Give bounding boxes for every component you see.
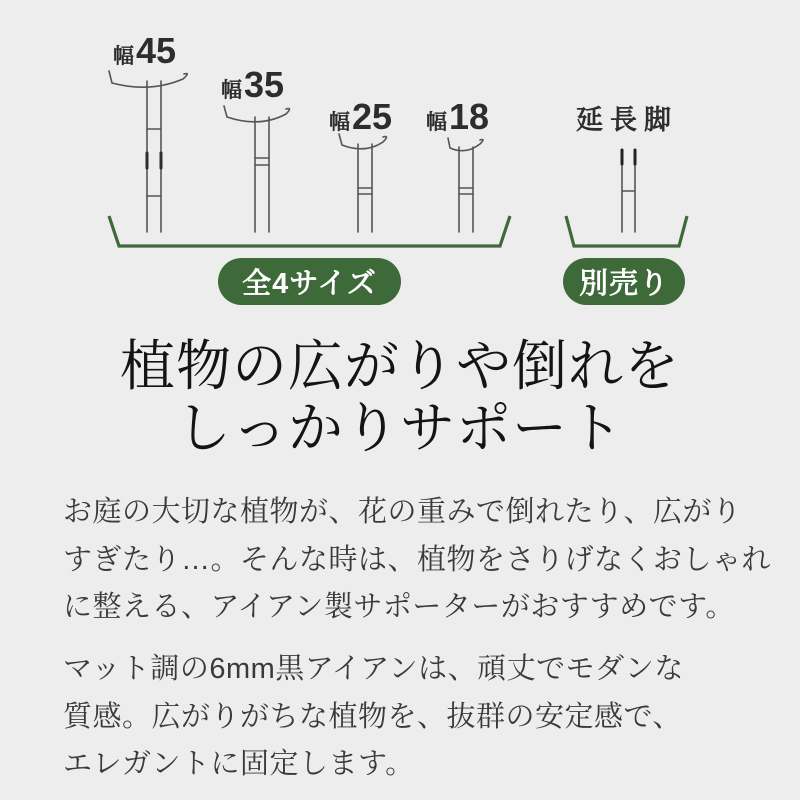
size-label-18 — [426, 96, 489, 138]
width-value: 25 — [352, 96, 393, 137]
intro-paragraph — [63, 489, 772, 632]
page-title — [0, 336, 800, 460]
support-25-icon — [339, 134, 387, 232]
size-label-45 — [113, 30, 176, 72]
material-line: 質感。広がりがちな植物を、抜群の安定感で、 — [63, 700, 682, 733]
support-18-icon — [448, 138, 483, 232]
all-sizes-badge: 全4サイズ — [218, 258, 401, 305]
width-value: 18 — [449, 96, 490, 137]
intro-line: すぎたり…。そんな時は、植物をさりげなくおしゃれ — [63, 543, 772, 576]
material-line: マット調の6mm黒アイアンは、頑丈でモダンな — [63, 653, 684, 685]
intro-line: お庭の大切な植物が、花の重みで倒れたり、広がり — [63, 496, 742, 528]
page-title-line-1: 植物の広がりや倒れを — [119, 336, 680, 397]
support-35-icon — [224, 106, 290, 232]
page-title-line-2: しっかりサポート — [175, 398, 624, 459]
width-value: 35 — [244, 64, 285, 105]
size-lineup-illustration — [0, 0, 800, 320]
sold-separately-badge: 別売り — [563, 258, 685, 305]
material-line: エレガントに固定します。 — [63, 748, 415, 780]
size-label-25 — [329, 96, 392, 138]
extension-leg-label: 延長脚 — [576, 105, 678, 135]
extension-leg-icon — [622, 150, 635, 232]
material-paragraph — [63, 646, 753, 789]
size-label-35 — [221, 64, 284, 106]
width-prefix: 幅 — [329, 111, 350, 134]
width-prefix: 幅 — [113, 45, 134, 68]
sold-separately-bracket-icon — [566, 216, 687, 246]
width-prefix: 幅 — [426, 111, 447, 134]
all-sizes-bracket-icon — [109, 216, 510, 246]
support-45-icon — [109, 71, 187, 232]
width-prefix: 幅 — [221, 79, 242, 102]
intro-line: に整える、アイアン製サポーターがおすすめです。 — [63, 591, 735, 623]
width-value: 45 — [136, 30, 177, 71]
